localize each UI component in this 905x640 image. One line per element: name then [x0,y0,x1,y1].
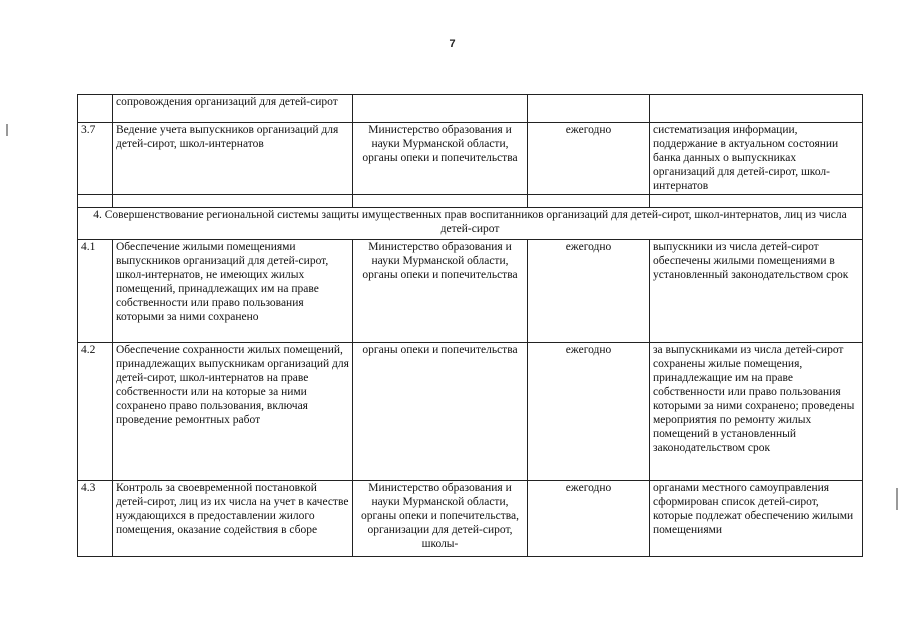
row-number: 4.3 [78,481,113,557]
executor-cell: Министерство образования и науки Мурманской области, органы опеки и попечительства [353,240,528,343]
term-cell: ежегодно [528,123,650,195]
event-cell: Обеспечение сохранности жилых помещений, принадлежащих выпускникам организаций для детей-сирот, школ-интернатов на праве собственности или на которые за ними сохранено право пользования, включая проведение ремонтных работ [113,343,353,481]
table-row [78,95,863,123]
result-cell: органами местного самоуправления сформирован список детей-сирот, которые подлежат обеспечению жилыми помещениями [650,481,863,557]
event-cell: Контроль за своевременной постановкой детей-сирот, лиц из их числа на учет в качестве нуждающихся в предоставлении жилого помещения, оказание содействия в сборе [113,481,353,557]
row-number: 4.1 [78,240,113,343]
term-cell: ежегодно [528,343,650,481]
page-number: 7 [449,38,456,50]
row-number [78,95,113,123]
term-cell: ежегодно [528,240,650,343]
event-cell: Обеспечение жилыми помещениями выпускников организаций для детей-сирот, школ-интернатов, не имеющих жилых помещений, принадлежащих им на праве собственности или право пользования которыми за ними сохранено [113,240,353,343]
row-number: 3.7 [78,123,113,195]
table-row [78,343,863,481]
row-number: 4.2 [78,343,113,481]
event-cell: сопровождения организаций для детей-сирот [113,95,353,123]
empty-cell [528,195,650,208]
empty-cell [353,195,528,208]
empty-cell [650,195,863,208]
result-cell [650,95,863,123]
executor-cell: Министерство образования и науки Мурманской области, органы опеки и попечительства, организации для детей-сирот, школы- [353,481,528,557]
result-cell: систематизация информации, поддержание в актуальном состоянии банка данных о выпускниках организаций для детей-сирот, школ-интернатов [650,123,863,195]
table-row [78,123,863,195]
executor-cell: органы опеки и попечительства [353,343,528,481]
scan-mark-left [6,124,8,136]
empty-cell [113,195,353,208]
executor-cell [353,95,528,123]
executor-cell: Министерство образования и науки Мурманской области, органы опеки и попечительства [353,123,528,195]
measures-table [77,94,863,557]
section-row [78,208,863,240]
result-cell: выпускники из числа детей-сирот обеспечены жилыми помещениями в установленный законодательством срок [650,240,863,343]
scan-mark-right [896,488,898,510]
empty-row [78,195,863,208]
empty-cell [78,195,113,208]
term-cell: ежегодно [528,481,650,557]
section-title: 4. Совершенствование региональной системы защиты имущественных прав воспитанников организаций для детей-сирот, школ-интернатов, лиц из числа детей-сирот [78,208,863,240]
term-cell [528,95,650,123]
table-row [78,240,863,343]
table-row [78,481,863,557]
result-cell: за выпускниками из числа детей-сирот сохранены жилые помещения, принадлежащие им на праве собственности или право пользования которыми за ними сохранено; проведены мероприятия по ремонту жилых помещений в установленный законодательством срок [650,343,863,481]
event-cell: Ведение учета выпускников организаций для детей-сирот, школ-интернатов [113,123,353,195]
